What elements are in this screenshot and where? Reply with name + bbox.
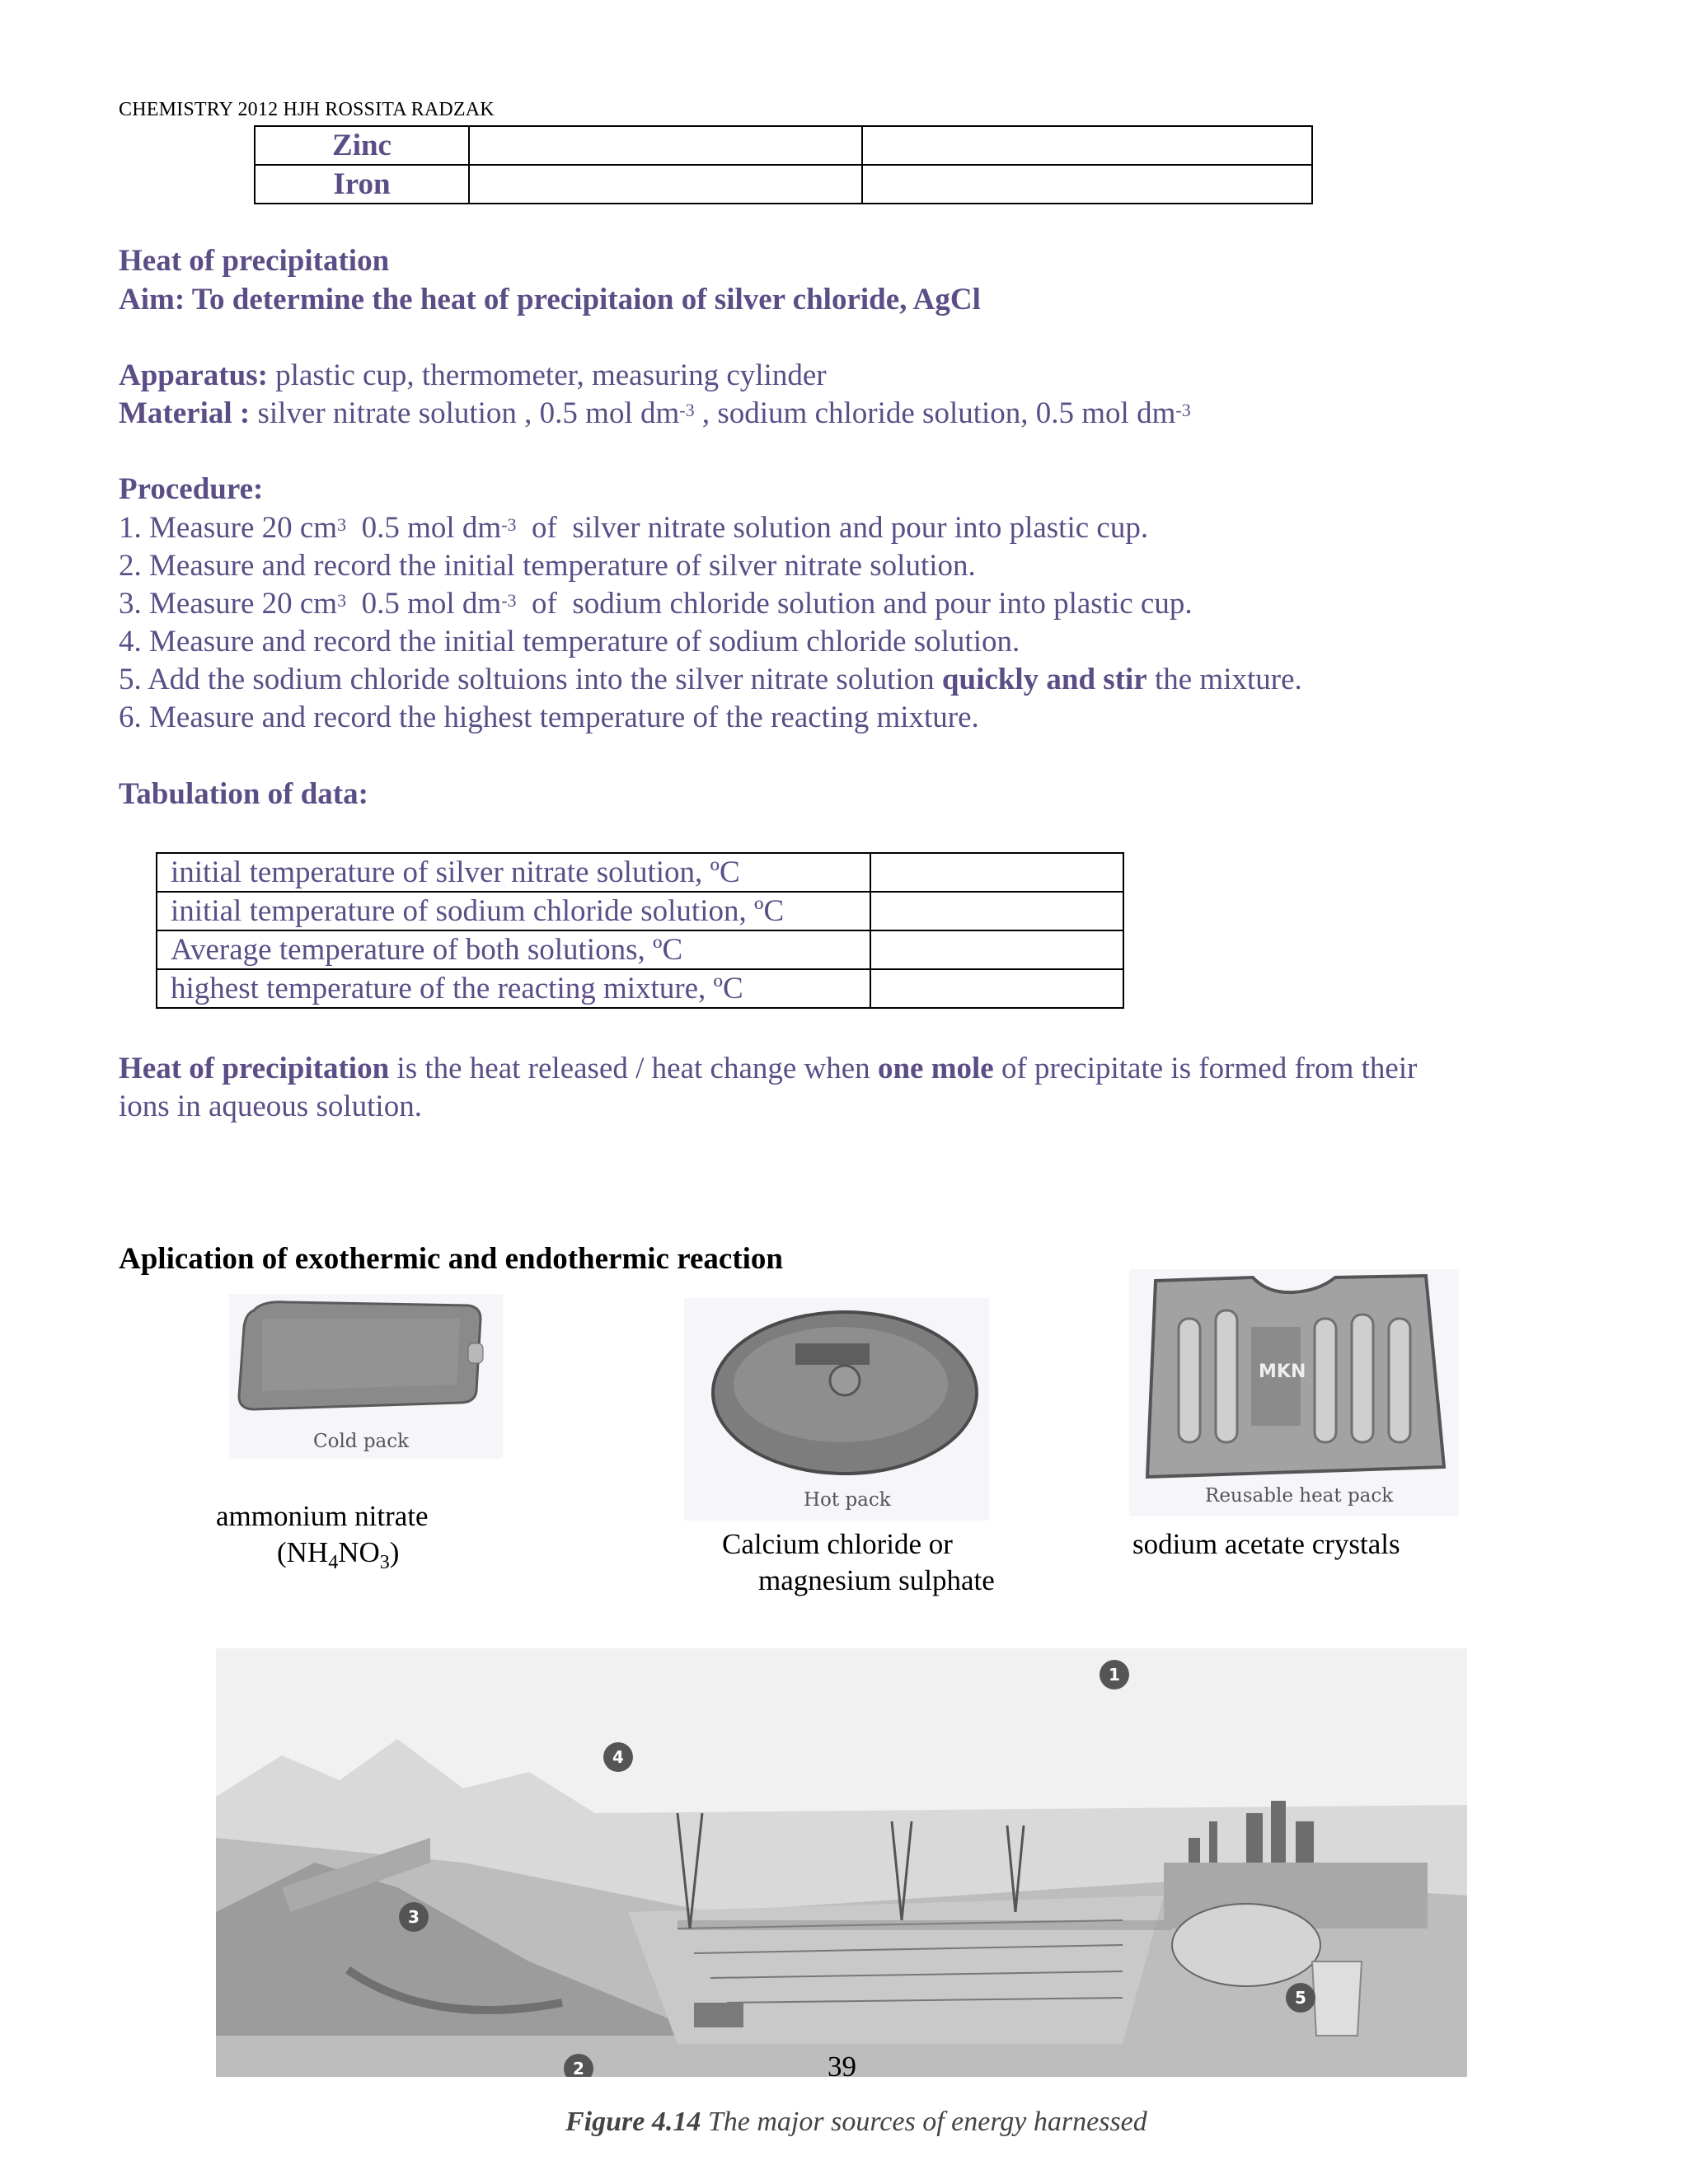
formula-text: ) [389,1536,400,1568]
procedure-step-1 [119,509,1148,547]
superscript: -3 [501,590,517,611]
hot-pack-label: Hot pack [804,1489,891,1511]
cold-caption-1: ammonium nitrate [216,1500,429,1532]
hot-caption-1: Calcium chloride or [722,1528,953,1560]
page-header: CHEMISTRY 2012 HJH ROSSITA RADZAK [119,99,495,120]
apparatus-label: Apparatus: [119,359,268,392]
step-text: of silver nitrate solution and pour into plastic cup. [516,511,1149,545]
step-text: 3. Measure 20 cm [119,587,338,621]
aim: Aim: To determine the heat of precipitaion of silver chloride, AgCl [119,283,981,316]
step-text: the mixture. [1146,663,1302,696]
step-text: of sodium chloride solution and pour into plastic cup. [516,587,1193,621]
superscript: 3 [337,514,347,535]
metal-table [254,125,1313,204]
definition-paragraph [119,1050,1602,1126]
empty-cell [870,853,1123,892]
table-cell: initial temperature of silver nitrate solution, ºC [157,853,870,892]
material-text-2: , sodium chloride solution, 0.5 mol dm [694,396,1176,430]
marker-1: 1 [1109,1665,1120,1685]
procedure-step-4: 4. Measure and record the initial temperature of sodium chloride solution. [119,625,1020,658]
definition-term: Heat of precipitation [119,1052,390,1085]
cold-caption-2 [277,1536,400,1573]
procedure-step-5 [119,661,1302,699]
step-text: 0.5 mol dm [346,587,502,621]
table-cell: Average temperature of both solutions, ºC [157,930,870,969]
table-cell: initial temperature of sodium chloride solution, ºC [157,892,870,930]
landscape-illustration [216,1648,1467,2077]
formula-text: NO [338,1536,380,1568]
apparatus-line [119,357,827,395]
superscript: -3 [1175,400,1191,420]
empty-cell [870,892,1123,930]
table-row [255,165,1312,204]
reusable-pack-image [1129,1269,1459,1516]
formula-text: (NH [277,1536,329,1568]
hot-pack-illustration [684,1298,989,1488]
definition-text: of precipitate is formed from their [993,1052,1418,1085]
section-title: Heat of precipitation [119,244,390,278]
hot-pack-image [684,1298,989,1521]
procedure-step-3 [119,585,1193,623]
metal-cell: Iron [255,165,469,204]
cold-pack-label: Cold pack [313,1431,410,1452]
subscript: 4 [328,1552,339,1573]
superscript: -3 [679,400,695,420]
reusable-caption: sodium acetate crystals [1132,1528,1400,1560]
material-line [119,395,1191,433]
empty-cell [469,165,862,204]
empty-cell [870,930,1123,969]
table-row [255,126,1312,165]
table-row [157,930,1123,969]
procedure-label: Procedure: [119,472,264,506]
pack-brand: MKN [1259,1361,1306,1382]
data-table [156,852,1124,1009]
empty-cell [870,969,1123,1008]
empty-cell [469,126,862,165]
definition-text: ions in aqueous solution. [119,1090,422,1123]
superscript: -3 [501,514,517,535]
material-text-1: silver nitrate solution , 0.5 mol dm [257,396,680,430]
application-title: Aplication of exothermic and endothermic reaction [119,1242,783,1276]
tabulation-label: Tabulation of data: [119,777,368,811]
definition-bold: one mole [877,1052,994,1085]
marker-2: 2 [573,2059,584,2077]
step-bold: quickly and stir [941,663,1147,696]
page-number: 39 [828,2050,856,2083]
empty-cell [862,165,1312,204]
table-row [157,969,1123,1008]
hot-caption-2: magnesium sulphate [758,1564,995,1596]
figure-caption-text: The major sources of energy harnessed [701,2107,1147,2137]
step-text: 1. Measure 20 cm [119,511,338,545]
table-cell: highest temperature of the reacting mixture, ºC [157,969,870,1008]
energy-sources-figure [216,1648,1467,2077]
step-text: 5. Add the sodium chloride soltuions into the silver nitrate solution [119,663,942,696]
procedure-step-6: 6. Measure and record the highest temperature of the reacting mixture. [119,701,979,734]
marker-5: 5 [1295,1988,1306,2008]
superscript: 3 [337,590,347,611]
apparatus-text: plastic cup, thermometer, measuring cylinder [275,359,827,392]
step-text: 0.5 mol dm [346,511,502,545]
procedure-step-2: 2. Measure and record the initial temperature of silver nitrate solution. [119,549,976,583]
definition-text: is the heat released / heat change when [389,1052,878,1085]
subscript: 3 [379,1552,390,1573]
cold-pack-image [229,1294,503,1459]
metal-cell: Zinc [255,126,469,165]
marker-3: 3 [408,1907,420,1927]
material-label: Material : [119,396,251,430]
table-row [157,892,1123,930]
figure-caption [565,2107,1147,2138]
table-row [157,853,1123,892]
figure-caption-bold: Figure 4.14 [565,2107,701,2137]
reusable-pack-label: Reusable heat pack [1205,1485,1394,1507]
marker-4: 4 [612,1747,624,1767]
cold-pack-illustration [229,1294,503,1426]
empty-cell [862,126,1312,165]
